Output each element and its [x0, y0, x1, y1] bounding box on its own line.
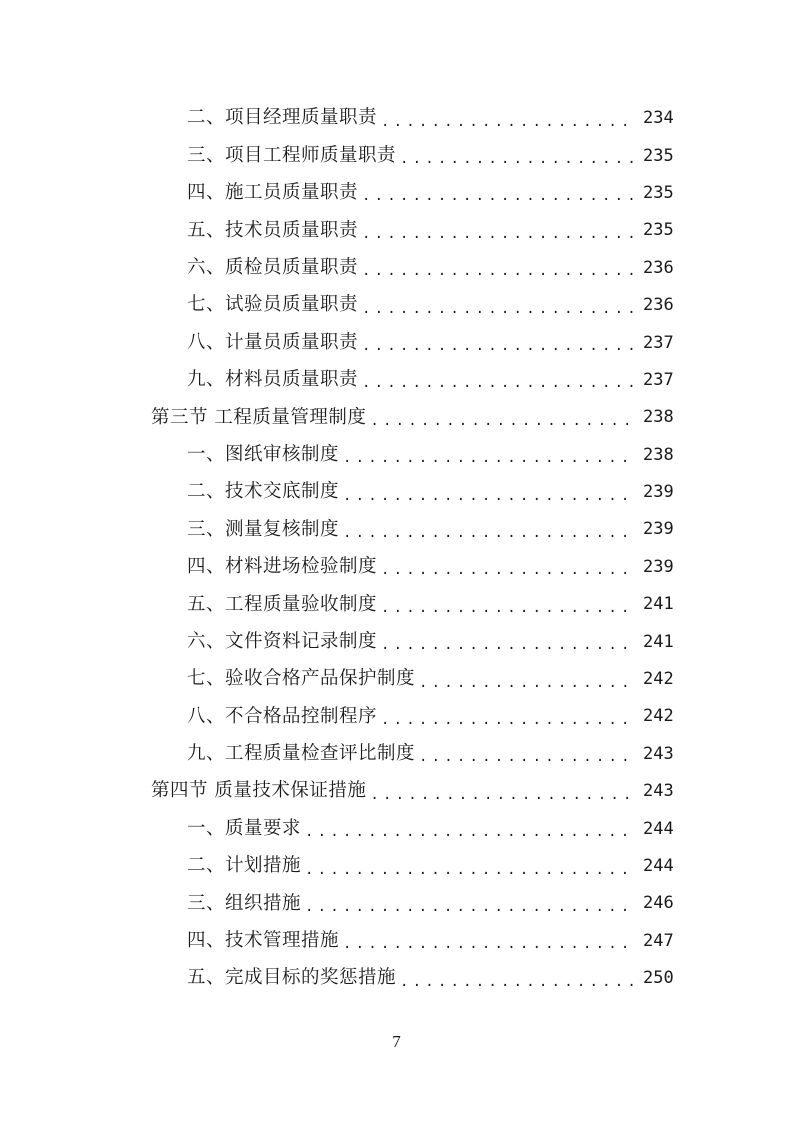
dot-leader	[343, 489, 635, 503]
toc-entry-page: 243	[643, 743, 674, 764]
toc-entry-title: 一、图纸审核制度	[187, 443, 340, 465]
dot-leader	[370, 414, 635, 428]
toc-entry[interactable]	[0, 250, 793, 287]
toc-entry[interactable]	[0, 698, 793, 735]
toc-entry[interactable]	[0, 736, 793, 773]
toc-entry[interactable]	[0, 885, 793, 922]
toc-entry-page: 250	[643, 968, 674, 989]
dot-leader	[419, 750, 635, 764]
dot-leader	[370, 788, 635, 802]
toc-entry[interactable]	[0, 623, 793, 660]
toc-entry-title: 四、材料进场检验制度	[187, 556, 378, 578]
toc-entry[interactable]	[0, 362, 793, 399]
toc-entry-page: 238	[643, 444, 674, 465]
toc-entry-title: 九、工程质量检查评比制度	[187, 743, 416, 765]
dot-leader	[362, 302, 635, 316]
toc-entry-page: 241	[643, 594, 674, 615]
toc-entry-page: 244	[643, 856, 674, 876]
toc-entry-page: 237	[643, 369, 674, 390]
toc-entry[interactable]	[0, 324, 793, 361]
toc-entry[interactable]	[0, 586, 793, 623]
toc-entry[interactable]	[0, 437, 793, 474]
toc-entry[interactable]	[0, 212, 793, 249]
toc-entry-page: 236	[643, 295, 674, 316]
toc-entry-page: 242	[643, 706, 674, 727]
dot-leader	[343, 451, 635, 465]
toc-entry-title: 第四节 质量技术保证措施	[151, 780, 367, 802]
dot-leader	[362, 189, 635, 203]
table-of-contents	[0, 100, 793, 997]
toc-entry-title: 三、项目工程师质量职责	[187, 144, 397, 166]
toc-entry-page: 242	[643, 669, 674, 690]
dot-leader	[362, 264, 635, 278]
toc-entry[interactable]	[0, 549, 793, 586]
toc-entry-title: 四、技术管理措施	[187, 930, 340, 952]
toc-entry-title: 二、技术交底制度	[187, 481, 340, 503]
dot-leader	[362, 339, 635, 353]
dot-leader	[381, 713, 635, 727]
toc-entry[interactable]	[0, 923, 793, 960]
toc-entry-page: 235	[643, 220, 674, 241]
toc-section-heading[interactable]	[0, 399, 793, 436]
toc-entry-page: 239	[643, 556, 674, 577]
toc-entry[interactable]	[0, 848, 793, 885]
toc-entry-page: 239	[643, 482, 674, 503]
toc-section-heading[interactable]	[0, 773, 793, 810]
dot-leader	[305, 825, 635, 839]
toc-entry[interactable]	[0, 810, 793, 847]
toc-entry-title: 四、施工员质量职责	[187, 182, 359, 204]
toc-entry[interactable]	[0, 287, 793, 324]
toc-entry-title: 二、计划措施	[187, 855, 302, 877]
dot-leader	[362, 376, 635, 390]
toc-entry-title: 五、工程质量验收制度	[187, 593, 378, 615]
toc-entry-title: 二、项目经理质量职责	[187, 107, 378, 129]
dot-leader	[381, 563, 635, 577]
toc-entry-title: 七、试验员质量职责	[187, 294, 359, 316]
toc-entry-page: 237	[643, 332, 674, 353]
toc-entry-title: 一、质量要求	[187, 817, 302, 839]
toc-entry-page: 239	[643, 519, 674, 540]
toc-entry-page: 238	[643, 407, 674, 428]
toc-entry-title: 八、不合格品控制程序	[187, 705, 378, 727]
toc-entry[interactable]	[0, 175, 793, 212]
page-number: 7	[392, 1032, 401, 1051]
dot-leader	[419, 676, 635, 690]
toc-entry-title: 八、计量员质量职责	[187, 331, 359, 353]
dot-leader	[343, 526, 635, 540]
dot-leader	[400, 152, 635, 166]
toc-entry-page: 244	[643, 818, 674, 839]
toc-entry-title: 九、材料员质量职责	[187, 369, 359, 391]
dot-leader	[381, 115, 635, 129]
toc-entry-page: 234	[643, 108, 674, 129]
dot-leader	[381, 638, 635, 652]
toc-entry-title: 七、验收合格产品保护制度	[187, 668, 416, 690]
toc-entry[interactable]	[0, 100, 793, 137]
toc-entry[interactable]	[0, 661, 793, 698]
toc-entry-page: 246	[643, 893, 674, 914]
toc-entry-page: 243	[643, 781, 674, 802]
toc-entry[interactable]	[0, 960, 793, 997]
toc-entry-page: 247	[643, 930, 674, 951]
toc-entry-title: 六、质检员质量职责	[187, 257, 359, 278]
dot-leader	[305, 863, 635, 877]
toc-entry[interactable]	[0, 474, 793, 511]
toc-entry-title: 五、技术员质量职责	[187, 219, 359, 241]
dot-leader	[362, 227, 635, 241]
toc-entry-page: 241	[643, 631, 674, 652]
toc-entry-page: 235	[643, 145, 674, 166]
toc-entry[interactable]	[0, 137, 793, 174]
toc-entry-title: 五、完成目标的奖惩措施	[187, 967, 397, 989]
toc-entry-title: 三、测量复核制度	[187, 518, 340, 540]
dot-leader	[305, 900, 635, 914]
toc-entry-title: 六、文件资料记录制度	[187, 630, 378, 652]
toc-entry-title: 第三节 工程质量管理制度	[151, 406, 367, 428]
toc-entry-page: 235	[643, 182, 674, 203]
toc-entry-page: 236	[643, 257, 674, 278]
dot-leader	[343, 937, 635, 951]
dot-leader	[381, 601, 635, 615]
toc-entry[interactable]	[0, 511, 793, 548]
toc-entry-title: 三、组织措施	[187, 892, 302, 914]
dot-leader	[400, 975, 635, 989]
